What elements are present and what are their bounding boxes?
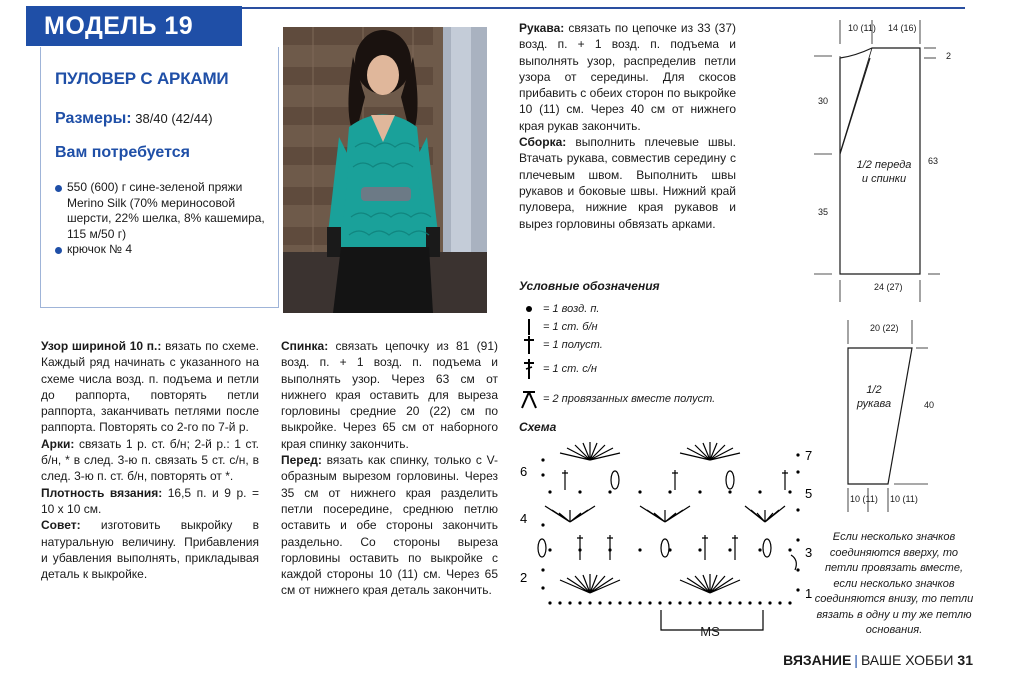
instructions-col-2: [281, 338, 498, 599]
dim-sleeve-bottom-l: 10 (11): [850, 494, 878, 504]
row-label: 1: [805, 586, 813, 601]
sizes-label: Размеры:: [55, 110, 132, 127]
bullet-icon: [55, 185, 62, 192]
legend-item: = 1 ст. с/н: [519, 358, 597, 380]
row-label: 7: [805, 448, 813, 463]
legend-item: = 1 возд. п.: [519, 298, 599, 320]
materials-list: [55, 180, 265, 258]
pattern-diagram: [810, 18, 968, 518]
para-assembly: Сборка: выполнить плечевые швы. Втачать рукава, совместив середину с плечевым швом. Выполнить швы рукавов и боковые швы. Нижний край пуловера, нижние края рукавов и вырез горловины обвязать арками.: [519, 135, 736, 231]
instructions-col-3: [519, 20, 736, 232]
hdc-together-icon: [519, 388, 539, 410]
footer-magazine: ВАШЕ ХОББИ: [860, 652, 954, 668]
repeat-label: MS: [700, 624, 720, 639]
row-label: 5: [805, 486, 813, 501]
scheme-title: Схема: [519, 420, 557, 434]
model-badge: МОДЕЛЬ 19: [26, 6, 242, 46]
article-title: ПУЛОВЕР С АРКАМИ: [55, 69, 229, 88]
material-item: 550 (600) г сине-зеленой пряжи Merino Silk (70% мериносовой шерсти, 22% шелка, 8% кашемира, 115 м/50 г): [55, 180, 265, 242]
page-number: 31: [957, 652, 973, 668]
row-label: 3: [805, 545, 813, 560]
dim-sleeve-bottom-r: 10 (11): [890, 494, 918, 504]
dim-height: 63: [928, 156, 939, 166]
bullet-icon: [55, 247, 62, 254]
para-front: Перед: вязать как спинку, только с V-образным вырезом горловины. Через 35 см от нижнего края разделить петли посередине, среднюю петлю оставить и обе стороны закончить раздельно. Со стороны выреза горловины оставить по выкройке с каждой стороны 10 (11) см. Через 65 см от нижнего края деталь закончить.: [281, 453, 498, 598]
legend-title: Условные обозначения: [519, 279, 660, 293]
para-advice: Совет: изготовить выкройку в натуральную величину. Прибавления и убавления выполнять, прикладывая деталь к выкройке.: [41, 518, 259, 582]
row-label: 2: [520, 570, 528, 585]
sizes-value: 38/40 (42/44): [135, 111, 213, 126]
chart-note: Если несколько значков соединяются вверху, то петли провязать вместе, если несколько значков соединяются внизу, то петли вязать в одну и ту же петлю основания.: [814, 531, 974, 636]
dim-bottom: 24 (27): [874, 282, 903, 292]
header-rule: [242, 7, 965, 9]
page-footer: [783, 652, 973, 668]
dim-upper: 30: [818, 96, 829, 106]
para-arches: Арки: связать 1 р. ст. б/н; 2-й р.: 1 ст. б/н, * в след. 3-ю п. связать 5 ст. с/н, в след. 3-ю п. ст. б/н, повторять от *.: [41, 436, 259, 484]
para-sleeves: Рукава: связать по цепочке из 33 (37) возд. п. + 1 возд. п. подъема и выполнять узор, распределив петли узора от середины. Для скосов прибавить с обеих сторон по выкройке 10 (11) см. Через 40 см от нижнего края рукав закончить.: [519, 21, 736, 133]
row-label: 6: [520, 464, 528, 479]
half-double-icon: [519, 334, 539, 356]
legend-item: = 2 провязанных вместе полуст.: [519, 388, 715, 410]
dim-lower: 35: [818, 207, 829, 217]
dim-sleeve-len: 40: [924, 400, 935, 410]
dim-top: 2: [946, 51, 952, 61]
material-item: крючок № 4: [55, 242, 265, 258]
materials-heading: Вам потребуется: [55, 144, 190, 161]
crochet-chart: [515, 430, 820, 642]
para-back: Спинка: связать цепочку из 81 (91) возд. п. + 1 возд. п. подъема и выполнять узор. Через 63 см от нижнего края оставить для выреза горловины средние 20 (22) см по выкройке. Через 65 см от наборного края спинку закончить.: [281, 339, 498, 451]
dim-sleeve-top: 20 (22): [870, 323, 899, 333]
footer-separator: |: [854, 652, 858, 668]
para-pattern: Узор шириной 10 п.: вязать по схеме. Каждый ряд начинать с указанного на схеме числа возд. п. подъема и петли до раппорта, повторять петли раппорта, заканчивать петлями после раппорта. Повторять со 2-го по 7-й р.: [41, 339, 259, 435]
dim-neck: 10 (11): [848, 23, 876, 33]
model-photo: [283, 27, 487, 313]
row-label: 4: [520, 511, 528, 526]
sleeve-label: 1/2 рукава: [856, 384, 892, 410]
dim-shoulder: 14 (16): [888, 23, 917, 33]
info-box: [40, 47, 279, 308]
footer-section: ВЯЗАНИЕ: [783, 652, 852, 668]
instructions-col-1: [41, 338, 259, 582]
double-crochet-icon: [519, 358, 539, 380]
legend-item: = 1 полуст.: [519, 334, 603, 356]
legend-item: = 1 ст. б/н: [519, 316, 598, 338]
body-label: 1/2 переда и спинки: [856, 159, 912, 185]
sizes-line: [55, 110, 213, 128]
para-gauge: Плотность вязания: 16,5 п. и 9 р. = 10 x 10 см.: [41, 485, 259, 516]
